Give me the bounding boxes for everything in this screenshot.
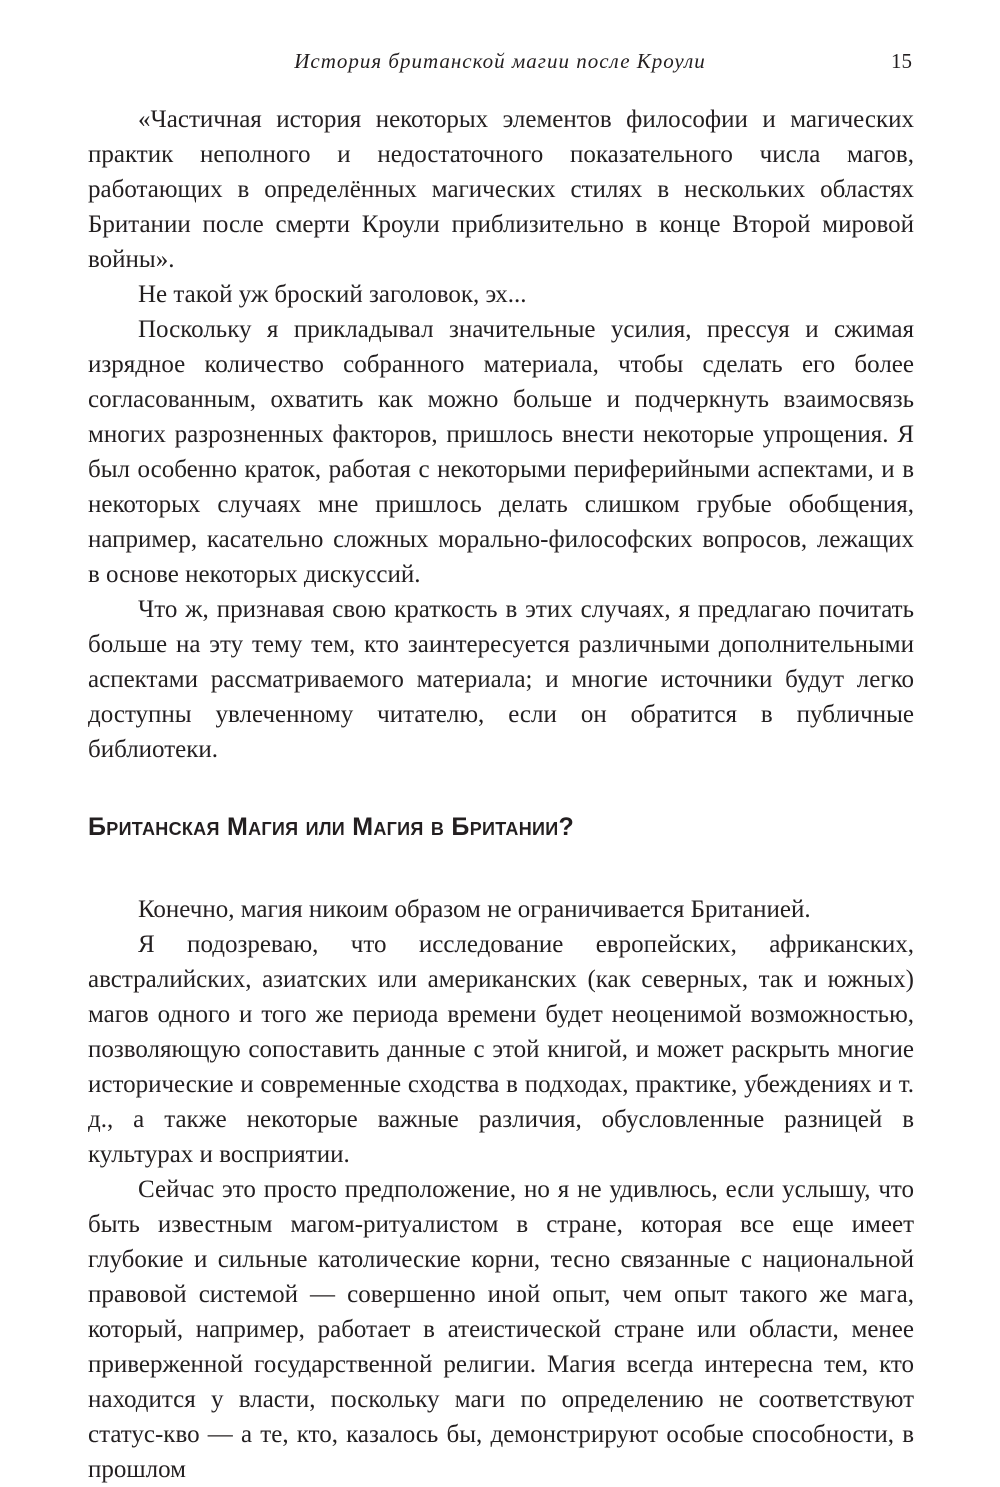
paragraph: Я подозреваю, что исследование европейских, африканских, австралийских, азиатских или американских (как северных, так и южных) магов одного и того же периода времени будет неоценимой возможностью, позволяющую сопоставить данные с этой книгой, и может раскрыть многие исторические и современные сходства в подходах, практике, убеждениях и т. д., а также некоторые важные различия, обусловленные разницей в культурах и восприятии. [88, 931, 914, 1168]
intro-section [88, 102, 914, 767]
paragraph: Сейчас это просто предположение, но я не удивлюсь, если услышу, что быть известным магом-ритуалистом в стране, которая все еще имеет глубокие и сильные католические корни, тесно связанные с национальной правовой системой — совершенно иной опыт, чем опыт такого же мага, который, например, работает в атеистической стране или области, менее приверженной государственной религии. Магия всегда интересна тем, кто находится у власти, поскольку маги по определению не соответствуют статус-кво — а те, кто, казалось бы, демонстрируют особые способности, в прошлом [88, 1176, 914, 1483]
page-body [88, 102, 914, 1487]
paragraph: «Частичная история некоторых элементов философии и магических практик неполного и недостаточного показательного числа магов, работающих в определённых магических стилях в нескольких областях Британии после смерти Кроули приблизительно в конце Второй мировой войны». [88, 106, 914, 273]
section-body [88, 892, 914, 1487]
section-heading: Британская Магия или Магия в Британии? [88, 813, 575, 841]
page-number: 15 [891, 49, 912, 73]
paragraph: Поскольку я прикладывал значительные усилия, прессуя и сжимая изрядное количество собранного материала, чтобы сделать его более согласованным, охватить как можно больше и подчеркнуть взаимосвязь многих разрозненных факторов, пришлось внести некоторые упрощения. Я был особенно краток, работая с некоторыми периферийными аспектами, и в некоторых случаях мне пришлось делать слишком грубые обобщения, например, касательно сложных морально-философских вопросов, лежащих в основе некоторых дискуссий. [88, 316, 914, 588]
paragraph: Конечно, магия никоим образом не ограничивается Британией. [138, 896, 811, 923]
running-title: История британской магии после Кроули [294, 49, 706, 73]
paragraph: Не такой уж броский заголовок, эх... [138, 281, 527, 308]
paragraph: Что ж, признавая свою краткость в этих случаях, я предлагаю почитать больше на эту тему тем, кто заинтересуется различными дополнительными аспектами рассматриваемого материала; и многие источники будут легко доступны увлеченному читателю, если он обратится в публичные библиотеки. [88, 596, 914, 763]
running-header [0, 46, 1000, 76]
